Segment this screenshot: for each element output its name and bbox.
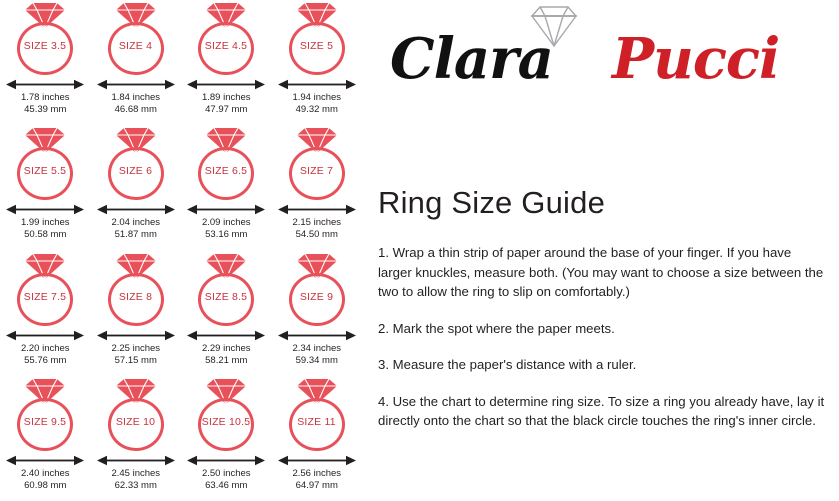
diameter-arrow-icon: [278, 204, 356, 215]
size-measurement: [202, 343, 251, 367]
size-mm: 64.97 mm: [295, 479, 338, 491]
size-inches: 2.45 inches: [111, 467, 161, 479]
size-inches: 2.34 inches: [292, 342, 342, 354]
ring-illustration: [91, 0, 181, 78]
size-mm: 58.21 mm: [205, 354, 248, 366]
ring-illustration: [91, 376, 181, 454]
size-mm: 49.32 mm: [295, 104, 338, 115]
ring-size-cell: [0, 376, 91, 501]
ring-size-cell: [0, 251, 91, 376]
size-row: [0, 376, 362, 501]
size-measurement: [202, 92, 251, 116]
ring-illustration: [0, 376, 90, 454]
diameter-arrow-icon: [278, 455, 356, 466]
size-mm: 59.34 mm: [295, 354, 338, 366]
size-inches: 2.50 inches: [201, 467, 251, 479]
ring-size-cell: [181, 376, 272, 501]
ring-size-cell: [91, 251, 182, 376]
ring-illustration: [272, 251, 362, 329]
size-inches: 2.40 inches: [20, 467, 70, 479]
diameter-arrow-icon: [187, 455, 265, 466]
size-label: SIZE 10: [115, 415, 156, 428]
size-inches: 2.09 inches: [201, 217, 251, 229]
diameter-arrow-icon: [97, 204, 175, 215]
ring-size-cell: [272, 251, 363, 376]
ring-illustration: [91, 251, 181, 329]
ring-size-guide-panel: [378, 185, 828, 448]
size-mm: 60.98 mm: [24, 479, 67, 491]
size-label: SIZE 7: [299, 165, 334, 178]
size-measurement: [21, 92, 70, 116]
size-inches: 2.25 inches: [111, 342, 161, 354]
ring-size-cell: [0, 0, 91, 125]
size-mm: 62.33 mm: [114, 479, 157, 491]
diameter-arrow-icon: [6, 204, 84, 215]
brand-logo: [372, 4, 832, 104]
size-label: SIZE 3.5: [23, 40, 67, 52]
size-inches: 1.78 inches: [20, 92, 70, 103]
guide-step-4: 4. Use the chart to determine ring size. To size a ring you already have, lay it directly onto the chart so that the black circle touches the ring's inner circle.: [378, 393, 825, 428]
size-mm: 63.46 mm: [205, 479, 248, 491]
size-measurement: [292, 217, 341, 241]
diameter-arrow-icon: [97, 330, 175, 341]
guide-step-3: 3. Measure the paper's distance with a ruler.: [378, 357, 637, 372]
size-label: SIZE 8: [118, 290, 153, 303]
size-measurement: [111, 343, 160, 367]
size-mm: 55.76 mm: [24, 354, 67, 366]
diameter-arrow-icon: [97, 79, 175, 90]
ring-size-cell: [181, 0, 272, 125]
size-measurement: [202, 217, 251, 241]
size-label: SIZE 10.5: [201, 415, 251, 428]
ring-illustration: [181, 0, 271, 78]
size-measurement: [292, 92, 341, 116]
ring-size-cell: [272, 125, 363, 250]
diameter-arrow-icon: [187, 330, 265, 341]
size-measurement: [202, 468, 251, 492]
size-inches: 2.20 inches: [20, 342, 70, 354]
size-label: SIZE 11: [297, 415, 336, 428]
diameter-arrow-icon: [187, 204, 265, 215]
ring-illustration: [181, 125, 271, 203]
diameter-arrow-icon: [6, 79, 84, 90]
size-mm: 47.97 mm: [205, 104, 248, 115]
size-mm: 46.68 mm: [114, 104, 157, 115]
size-measurement: [21, 217, 70, 241]
diameter-arrow-icon: [278, 330, 356, 341]
size-row: [0, 251, 362, 376]
size-mm: 45.39 mm: [24, 104, 67, 115]
size-label: SIZE 5: [299, 40, 334, 52]
size-row: [0, 0, 362, 125]
ring-size-cell: [181, 251, 272, 376]
ring-size-cell: [272, 376, 363, 501]
ring-illustration: [181, 251, 271, 329]
size-inches: 2.04 inches: [111, 217, 161, 229]
diameter-arrow-icon: [278, 79, 356, 90]
size-mm: 50.58 mm: [24, 229, 67, 241]
size-measurement: [111, 92, 160, 116]
guide-step-1: 1. Wrap a thin strip of paper around the base of your finger. If you have larger knuckles, measure both. (You may want to choose a size between the two to allow the ring to slip on comfortably.): [378, 245, 824, 299]
diameter-arrow-icon: [6, 330, 84, 341]
ring-size-chart: [0, 0, 362, 501]
size-inches: 1.89 inches: [201, 92, 251, 103]
size-inches: 2.15 inches: [292, 217, 342, 229]
page-title: Ring Size Guide: [378, 185, 606, 220]
size-inches: 2.29 inches: [201, 342, 251, 354]
ring-illustration: [272, 0, 362, 78]
guide-step-2: 2. Mark the spot where the paper meets.: [378, 320, 615, 336]
size-measurement: [21, 468, 70, 492]
ring-size-cell: [181, 125, 272, 250]
diameter-arrow-icon: [97, 455, 175, 466]
ring-illustration: [181, 376, 271, 454]
ring-size-cell: [91, 0, 182, 125]
size-measurement: [111, 468, 160, 492]
logo-word-clara: Clara: [390, 26, 553, 92]
diameter-arrow-icon: [6, 455, 84, 466]
ring-illustration: [272, 376, 362, 454]
size-inches: 1.99 inches: [20, 217, 70, 229]
ring-size-cell: [91, 125, 182, 250]
size-label: SIZE 4: [118, 40, 153, 52]
size-label: SIZE 5.5: [23, 165, 67, 178]
ring-size-cell: [0, 125, 91, 250]
size-measurement: [21, 343, 70, 367]
size-inches: 2.56 inches: [292, 467, 342, 479]
size-label: SIZE 9.5: [23, 415, 67, 428]
size-measurement: [111, 217, 160, 241]
ring-illustration: [0, 125, 90, 203]
ring-size-cell: [272, 0, 363, 125]
size-label: SIZE 8.5: [204, 290, 248, 303]
size-row: [0, 125, 362, 250]
ring-illustration: [0, 251, 90, 329]
size-inches: 1.94 inches: [292, 92, 342, 103]
size-label: SIZE 6: [118, 165, 153, 178]
ring-illustration: [272, 125, 362, 203]
size-measurement: [292, 343, 341, 367]
ring-illustration: [91, 125, 181, 203]
logo-word-pucci: Pucci: [612, 26, 780, 92]
size-mm: 54.50 mm: [295, 229, 338, 241]
size-label: SIZE 9: [299, 290, 334, 303]
size-mm: 53.16 mm: [205, 229, 248, 241]
size-measurement: [292, 468, 341, 492]
size-label: SIZE 7.5: [23, 290, 67, 303]
ring-illustration: [0, 0, 90, 78]
diameter-arrow-icon: [187, 79, 265, 90]
size-label: SIZE 4.5: [204, 40, 248, 52]
size-inches: 1.84 inches: [111, 92, 161, 103]
size-mm: 57.15 mm: [114, 354, 157, 366]
ring-size-cell: [91, 376, 182, 501]
size-label: SIZE 6.5: [204, 165, 248, 178]
size-mm: 51.87 mm: [114, 229, 157, 241]
